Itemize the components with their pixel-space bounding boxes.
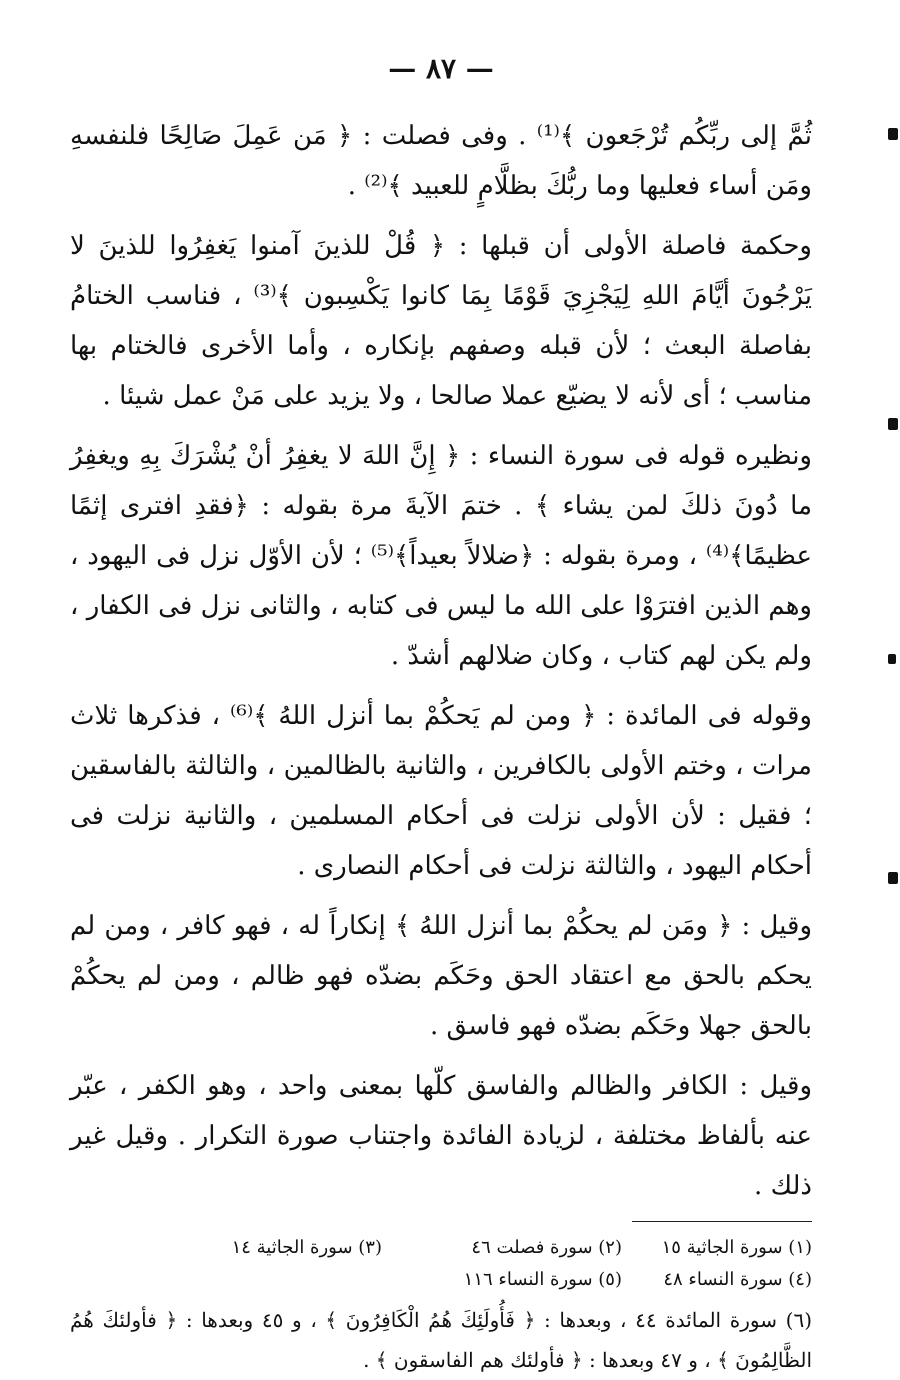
paragraph: وحكمة فاصلة الأولى أن قبلها : ﴿ قُلْ للذينَ آمنوا يَغفِرُوا للذينَ لا يَرْجُونَ أيَّامَ اللهِ لِيَجْزِيَ قَوْمًا بِمَا كانوا يَكْسِبون ﴾⁽³⁾ ، فناسب الختامُ بفاصلة البعث ؛ لأن قبله وصفهم بإنكاره ، وأما الأخرى فالختام بها مناسب ؛ أى لأنه لا يضيّع عملا صالحا ، ولا يزيد على مَنْ عمل شيئا . bbox=[70, 231, 812, 411]
paragraph: ثُمَّ إلى ربِّكُم تُرْجَعون ﴾⁽¹⁾ . وفى فصلت : ﴿ مَن عَمِلَ صَالِحًا فلنفسهِ ومَن أساء فعليها وما ربُّكَ بظلَّامٍ للعبيد ﴾⁽²⁾ . bbox=[70, 121, 813, 201]
margin-mark bbox=[888, 872, 898, 884]
body-text bbox=[70, 111, 812, 1211]
footnote-divider bbox=[632, 1221, 812, 1222]
page-number: — ٨٧ — bbox=[388, 52, 494, 85]
document-page bbox=[70, 52, 813, 1372]
paragraph: ونظيره قوله فى سورة النساء : ﴿ إِنَّ اللهَ لا يغفِرُ أنْ يُشْرَكَ بِهِ ويغفِرُ ما دُونَ ذلكَ لمن يشاء ﴾ . ختمَ الآيةَ مرة بقوله : ﴿فقدِ افترى إثمًا عظيمًا﴾⁽⁴⁾ ، ومرة بقوله : ﴿ضلالاً بعيداً﴾⁽⁵⁾ ؛ لأن الأوّل نزل فى اليهود ، وهم الذين افترَوْا على الله ما ليس فى كتابه ، والثانى نزل فى الكفار ، ولم يكن لهم كتاب ، وكان ضلالهم أشدّ . bbox=[70, 441, 812, 671]
footnote: (٥) سورة النساء ١١٦ bbox=[463, 1269, 622, 1290]
footnote: (٣) سورة الجاثية ١٤ bbox=[231, 1237, 382, 1258]
footnotes bbox=[70, 1232, 812, 1380]
paragraph: وقوله فى المائدة : ﴿ ومن لم يَحكُمْ بما أنزل اللهُ ﴾⁽⁶⁾ ، فذكرها ثلاث مرات ، وختم الأولى بالكافرين ، والثانية بالظالمين ، والثالثة بالفاسقين ؛ فقيل : لأن الأولى نزلت فى أحكام المسلمين ، والثانية نزلت فى أحكام اليهود ، والثالثة نزلت فى أحكام النصارى . bbox=[70, 701, 812, 881]
footnote: (١) سورة الجاثية ١٥ bbox=[661, 1237, 812, 1258]
paragraph: وقيل : الكافر والظالم والفاسق كلّها بمعنى واحد ، وهو الكفر ، عبّر عنه بألفاظ مختلفة ، لزيادة الفائدة واجتناب صورة التكرار . وقيل غير ذلك . bbox=[70, 1071, 812, 1201]
margin-mark bbox=[888, 654, 896, 664]
footnote-row bbox=[70, 1232, 812, 1264]
footnote: (٢) سورة فصلت ٤٦ bbox=[471, 1237, 622, 1258]
margin-mark bbox=[888, 418, 898, 430]
footnote: (٤) سورة النساء ٤٨ bbox=[663, 1269, 812, 1290]
footnote: (٦) سورة المائدة ٤٤ ، وبعدها : ﴿ فَأُولَئِكَ هُمُ الْكَافِرُونَ ﴾ ، و ٤٥ وبعدها : ﴿ فأولئكَ هُمُ الظَّالِمُونَ ﴾ ، و ٤٧ وبعدها : ﴿ فأولئك هم الفاسقون ﴾ . bbox=[70, 1308, 812, 1372]
footnote-row bbox=[70, 1264, 812, 1296]
margin-mark bbox=[888, 128, 898, 140]
paragraph: وقيل : ﴿ ومَن لم يحكُمْ بما أنزل اللهُ ﴾ إنكاراً له ، فهو كافر ، ومن لم يحكم بالحق مع اعتقاد الحق وحَكَم بضدّه فهو ظالم ، ومن لم يحكُمْ بالحق جهلا وحَكَم بضدّه فهو فاسق . bbox=[70, 911, 812, 1041]
